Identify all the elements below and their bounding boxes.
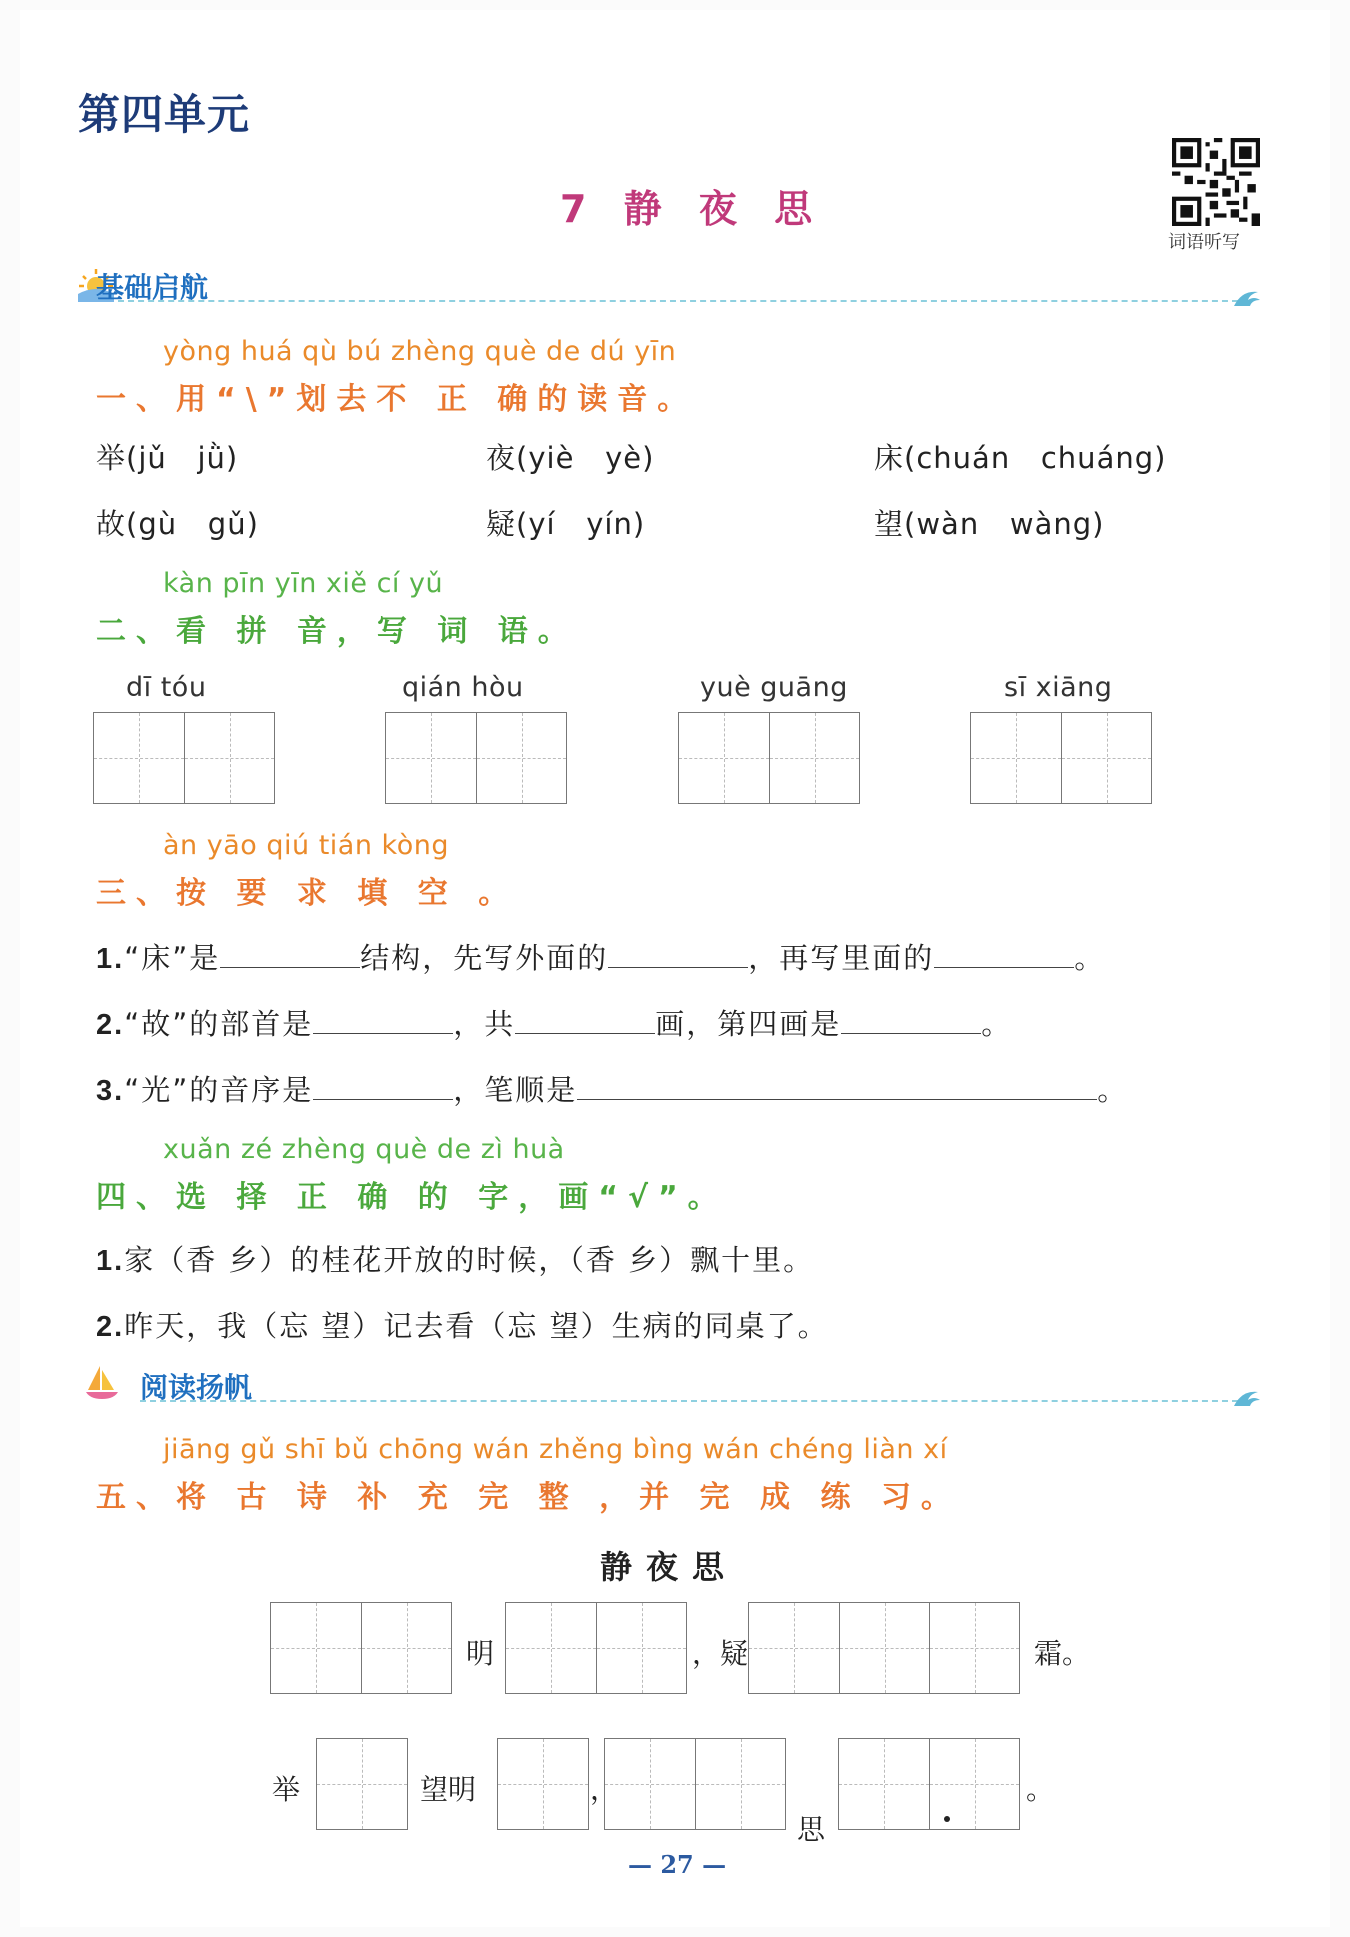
q2-word-pinyin-1: dī tóu: [126, 672, 207, 703]
q4-title: 四、选 择 正 确 的 字，画“√”。: [96, 1180, 728, 1215]
q3-pinyin: àn yāo qiú tián kòng: [163, 830, 449, 861]
q2-word-pinyin-2: qián hòu: [402, 672, 524, 703]
poem-text: 举: [272, 1768, 1350, 1808]
q2-answer-grid-4[interactable]: [970, 712, 1152, 804]
q3-line-2: 2.“故”的部首是 ，共 画，第四画是 。: [96, 1002, 1012, 1043]
q1-pinyin: yòng huá qù bú zhèng què de dú yīn: [163, 336, 677, 367]
wave-icon: [1232, 1386, 1262, 1408]
poem-title: 静夜思: [600, 1548, 739, 1586]
q5-title: 五、将 古 诗 补 充 完 整 ，并 完 成 练 习。: [96, 1480, 961, 1515]
poem-text: 望明: [420, 1773, 477, 1806]
q2-word-pinyin-4: sī xiāng: [1004, 672, 1113, 703]
q4-line-1[interactable]: 1.家（香 乡）的桂花开放的时候，（香 乡）飘十里。: [96, 1243, 815, 1277]
poem-text: ，: [590, 1773, 619, 1806]
q4-line-2[interactable]: 2.昨天，我（忘 望）记去看（忘 望）生病的同桌了。: [96, 1309, 829, 1343]
qr-code-icon[interactable]: [1172, 138, 1260, 226]
unit-title: 第四单元: [78, 90, 251, 139]
q3-title: 三、按 要 求 填 空 。: [96, 876, 519, 911]
q1-item-3[interactable]: 床(chuán chuáng): [874, 441, 1167, 475]
q3-line-1: 1.“床”是 结构，先写外面的 ，再写里面的 。: [96, 936, 1105, 977]
blank[interactable]: [934, 938, 1074, 968]
q4-pinyin: xuǎn zé zhèng què de zì huà: [163, 1134, 565, 1165]
poem-text: 思: [797, 1808, 1350, 1848]
q1-item-5[interactable]: 疑(yí yín): [486, 507, 646, 541]
page-number: — 27 —: [628, 1850, 727, 1879]
blank[interactable]: [608, 938, 748, 968]
sailboat-icon: [84, 1364, 120, 1400]
blank[interactable]: [220, 938, 360, 968]
lesson-title: 7 静 夜 思: [560, 187, 825, 231]
poem-answer-grid[interactable]: [505, 1602, 687, 1694]
poem-answer-grid[interactable]: [316, 1738, 408, 1830]
poem-answer-grid[interactable]: [748, 1602, 1020, 1694]
q1-item-6[interactable]: 望(wàn wàng): [874, 507, 1105, 541]
q2-word-pinyin-3: yuè guāng: [700, 672, 848, 703]
poem-text: ，疑: [692, 1637, 749, 1670]
q2-pinyin: kàn pīn yīn xiě cí yǔ: [163, 568, 444, 599]
q1-title: 一、用“\”划去不 正 确的读音。: [96, 382, 698, 417]
q2-answer-grid-1[interactable]: [93, 712, 275, 804]
poem-text: 霜。: [1034, 1637, 1091, 1670]
poem-answer-grid[interactable]: [838, 1738, 1020, 1830]
q5-pinyin: jiāng gǔ shī bǔ chōng wán zhěng bìng wán chéng liàn xí: [163, 1434, 948, 1465]
wave-icon: [1232, 286, 1262, 308]
q1-item-4[interactable]: 故(gù gǔ): [96, 507, 259, 541]
q1-item-2[interactable]: 夜(yiè yè): [486, 441, 655, 475]
blank[interactable]: [577, 1070, 1097, 1100]
blank[interactable]: [841, 1004, 981, 1034]
section-divider: [140, 1400, 1238, 1402]
q1-item-1[interactable]: 举(jǔ jǜ): [96, 441, 239, 475]
q2-answer-grid-2[interactable]: [385, 712, 567, 804]
poem-answer-grid[interactable]: [604, 1738, 786, 1830]
q2-answer-grid-3[interactable]: [678, 712, 860, 804]
blank[interactable]: [313, 1070, 453, 1100]
poem-answer-grid[interactable]: [497, 1738, 589, 1830]
section-heading-basic: 基础启航: [96, 271, 209, 304]
section-heading-reading: 阅读扬帆: [140, 1371, 253, 1404]
q2-title: 二、看 拼 音，写 词 语。: [96, 614, 578, 649]
section-divider: [118, 300, 1238, 302]
q3-line-3: 3.“光”的音序是 ，笔顺是 。: [96, 1068, 1128, 1109]
qr-label: 词语听写: [1168, 232, 1240, 253]
blank[interactable]: [515, 1004, 655, 1034]
poem-text: 。: [1026, 1773, 1055, 1806]
poem-text: 明: [466, 1637, 495, 1670]
blank[interactable]: [313, 1004, 453, 1034]
poem-answer-grid[interactable]: [270, 1602, 452, 1694]
